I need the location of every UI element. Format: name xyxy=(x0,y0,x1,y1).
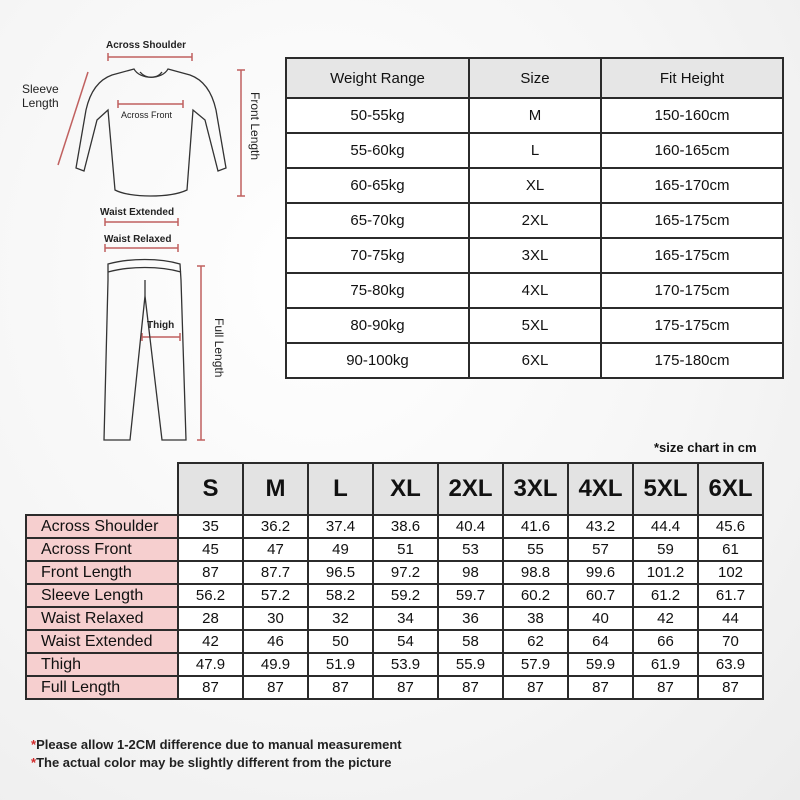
measurement-value: 36.2 xyxy=(243,515,308,538)
fit-height-cell: 175-175cm xyxy=(601,308,783,343)
footnote-star: * xyxy=(31,755,37,770)
fit-height-cell: 165-170cm xyxy=(601,168,783,203)
measurement-value: 87 xyxy=(178,561,243,584)
thigh-label: Thigh xyxy=(147,320,175,331)
fit-size-cell: 4XL xyxy=(469,273,601,308)
measurement-value: 49 xyxy=(308,538,373,561)
size-column-header: L xyxy=(308,463,373,515)
size-chart-table xyxy=(25,462,764,700)
size-chart-row xyxy=(26,607,763,630)
measurement-value: 87 xyxy=(438,676,503,699)
measurement-value: 97.2 xyxy=(373,561,438,584)
fit-size-cell: 5XL xyxy=(469,308,601,343)
waist-relaxed-label: Waist Relaxed xyxy=(104,234,172,245)
waist-extended-label: Waist Extended xyxy=(100,207,175,218)
footnote-star: * xyxy=(31,737,37,752)
measurement-value: 42 xyxy=(178,630,243,653)
pants-outline xyxy=(104,260,186,441)
fit-size-cell: L xyxy=(469,133,601,168)
measurement-value: 32 xyxy=(308,607,373,630)
fit-height-cell: 175-180cm xyxy=(601,343,783,378)
measurement-value: 38.6 xyxy=(373,515,438,538)
measurement-label: Waist Extended xyxy=(26,630,178,653)
measurement-value: 54 xyxy=(373,630,438,653)
measurement-value: 87 xyxy=(178,676,243,699)
size-chart-row xyxy=(26,538,763,561)
measurement-value: 87 xyxy=(698,676,763,699)
full-length-label: Full Length xyxy=(212,318,226,378)
measurement-value: 37.4 xyxy=(308,515,373,538)
measurement-value: 36 xyxy=(438,607,503,630)
fit-height-cell: 165-175cm xyxy=(601,238,783,273)
garment-diagram xyxy=(0,0,280,460)
measurement-label: Sleeve Length xyxy=(26,584,178,607)
size-column-header: M xyxy=(243,463,308,515)
fit-table-row xyxy=(286,98,783,133)
measurement-value: 42 xyxy=(633,607,698,630)
measurement-value: 63.9 xyxy=(698,653,763,676)
fit-size-cell: XL xyxy=(469,168,601,203)
measurement-value: 55 xyxy=(503,538,568,561)
size-chart-header xyxy=(26,463,763,515)
measurement-value: 58 xyxy=(438,630,503,653)
fit-header-height: Fit Height xyxy=(601,58,783,98)
fit-table-row xyxy=(286,308,783,343)
fit-height-cell: 150-160cm xyxy=(601,98,783,133)
fit-weight-cell: 75-80kg xyxy=(286,273,469,308)
measurement-value: 60.7 xyxy=(568,584,633,607)
across-front-label: Across Front xyxy=(121,110,173,120)
size-chart-row xyxy=(26,676,763,699)
measurement-value: 98 xyxy=(438,561,503,584)
measurement-value: 61.7 xyxy=(698,584,763,607)
measurement-value: 34 xyxy=(373,607,438,630)
fit-header-size: Size xyxy=(469,58,601,98)
measurement-value: 41.6 xyxy=(503,515,568,538)
fit-height-cell: 160-165cm xyxy=(601,133,783,168)
measurement-value: 59.2 xyxy=(373,584,438,607)
measurement-value: 49.9 xyxy=(243,653,308,676)
size-column-header: 2XL xyxy=(438,463,503,515)
fit-size-cell: 3XL xyxy=(469,238,601,273)
size-chart-row xyxy=(26,630,763,653)
measurement-value: 87 xyxy=(633,676,698,699)
fit-table-row xyxy=(286,203,783,238)
fit-weight-cell: 55-60kg xyxy=(286,133,469,168)
measurement-value: 51.9 xyxy=(308,653,373,676)
fit-size-cell: 6XL xyxy=(469,343,601,378)
measurement-value: 57.2 xyxy=(243,584,308,607)
size-chart-row xyxy=(26,653,763,676)
measurement-value: 60.2 xyxy=(503,584,568,607)
fit-table-row xyxy=(286,133,783,168)
across-shoulder-label: Across Shoulder xyxy=(106,40,187,51)
fit-table-row xyxy=(286,238,783,273)
measurement-value: 47.9 xyxy=(178,653,243,676)
measurement-value: 46 xyxy=(243,630,308,653)
measurement-label: Front Length xyxy=(26,561,178,584)
measurement-value: 87 xyxy=(243,676,308,699)
size-chart-corner xyxy=(26,463,178,515)
size-column-header: S xyxy=(178,463,243,515)
fit-weight-cell: 50-55kg xyxy=(286,98,469,133)
fit-table-row xyxy=(286,168,783,203)
measurement-value: 61.9 xyxy=(633,653,698,676)
fit-weight-cell: 90-100kg xyxy=(286,343,469,378)
size-column-header: 3XL xyxy=(503,463,568,515)
measurement-value: 70 xyxy=(698,630,763,653)
measurement-value: 45 xyxy=(178,538,243,561)
size-chart-row xyxy=(26,584,763,607)
measurement-value: 61.2 xyxy=(633,584,698,607)
fit-weight-cell: 80-90kg xyxy=(286,308,469,343)
measurement-label: Across Front xyxy=(26,538,178,561)
measurement-value: 51 xyxy=(373,538,438,561)
fit-table xyxy=(285,57,784,379)
measurement-value: 43.2 xyxy=(568,515,633,538)
measurement-value: 57.9 xyxy=(503,653,568,676)
measurement-value: 35 xyxy=(178,515,243,538)
measurement-value: 40.4 xyxy=(438,515,503,538)
sleeve-length-line xyxy=(58,72,88,165)
measurement-value: 45.6 xyxy=(698,515,763,538)
fit-weight-cell: 65-70kg xyxy=(286,203,469,238)
sleeve-length-label xyxy=(22,82,59,110)
footnote-2 xyxy=(31,755,391,770)
measurement-label: Thigh xyxy=(26,653,178,676)
measurement-value: 47 xyxy=(243,538,308,561)
size-column-header: 4XL xyxy=(568,463,633,515)
footnote-text: Please allow 1-2CM difference due to manual measurement xyxy=(36,737,402,752)
fit-height-cell: 170-175cm xyxy=(601,273,783,308)
sleeve-label-text: Sleeve Length xyxy=(22,82,59,110)
measurement-value: 55.9 xyxy=(438,653,503,676)
fit-height-cell: 165-175cm xyxy=(601,203,783,238)
measurement-label: Waist Relaxed xyxy=(26,607,178,630)
measurement-value: 53.9 xyxy=(373,653,438,676)
measurement-value: 96.5 xyxy=(308,561,373,584)
size-column-header: XL xyxy=(373,463,438,515)
fit-weight-cell: 70-75kg xyxy=(286,238,469,273)
measurement-value: 38 xyxy=(503,607,568,630)
measurement-value: 62 xyxy=(503,630,568,653)
measurement-label: Across Shoulder xyxy=(26,515,178,538)
size-column-header: 5XL xyxy=(633,463,698,515)
footnote-1 xyxy=(31,737,402,752)
fit-table-row xyxy=(286,343,783,378)
size-chart-row xyxy=(26,515,763,538)
measurement-value: 40 xyxy=(568,607,633,630)
fit-table-row xyxy=(286,273,783,308)
fit-table-header xyxy=(286,58,783,98)
measurement-value: 101.2 xyxy=(633,561,698,584)
measurement-value: 59 xyxy=(633,538,698,561)
measurement-value: 87 xyxy=(373,676,438,699)
footnote-text: The actual color may be slightly different from the picture xyxy=(36,755,392,770)
measurement-value: 44 xyxy=(698,607,763,630)
measurement-value: 87.7 xyxy=(243,561,308,584)
measurement-value: 98.8 xyxy=(503,561,568,584)
measurement-value: 59.9 xyxy=(568,653,633,676)
size-column-header: 6XL xyxy=(698,463,763,515)
measurement-label: Full Length xyxy=(26,676,178,699)
measurement-value: 53 xyxy=(438,538,503,561)
measurement-value: 59.7 xyxy=(438,584,503,607)
measurement-value: 44.4 xyxy=(633,515,698,538)
measurement-value: 61 xyxy=(698,538,763,561)
measurement-value: 56.2 xyxy=(178,584,243,607)
front-length-label: Front Length xyxy=(248,92,262,161)
size-chart-row xyxy=(26,561,763,584)
measurement-value: 87 xyxy=(308,676,373,699)
top-garment-outline xyxy=(76,69,226,196)
measurement-value: 99.6 xyxy=(568,561,633,584)
measurement-value: 30 xyxy=(243,607,308,630)
fit-size-cell: M xyxy=(469,98,601,133)
measurement-value: 28 xyxy=(178,607,243,630)
measurement-value: 50 xyxy=(308,630,373,653)
measurement-value: 87 xyxy=(503,676,568,699)
fit-size-cell: 2XL xyxy=(469,203,601,238)
measurement-value: 58.2 xyxy=(308,584,373,607)
measurement-value: 64 xyxy=(568,630,633,653)
measurement-value: 57 xyxy=(568,538,633,561)
fit-weight-cell: 60-65kg xyxy=(286,168,469,203)
size-chart-unit-note: *size chart in cm xyxy=(654,440,757,455)
fit-header-weight: Weight Range xyxy=(286,58,469,98)
measurement-value: 66 xyxy=(633,630,698,653)
measurement-value: 102 xyxy=(698,561,763,584)
measurement-value: 87 xyxy=(568,676,633,699)
